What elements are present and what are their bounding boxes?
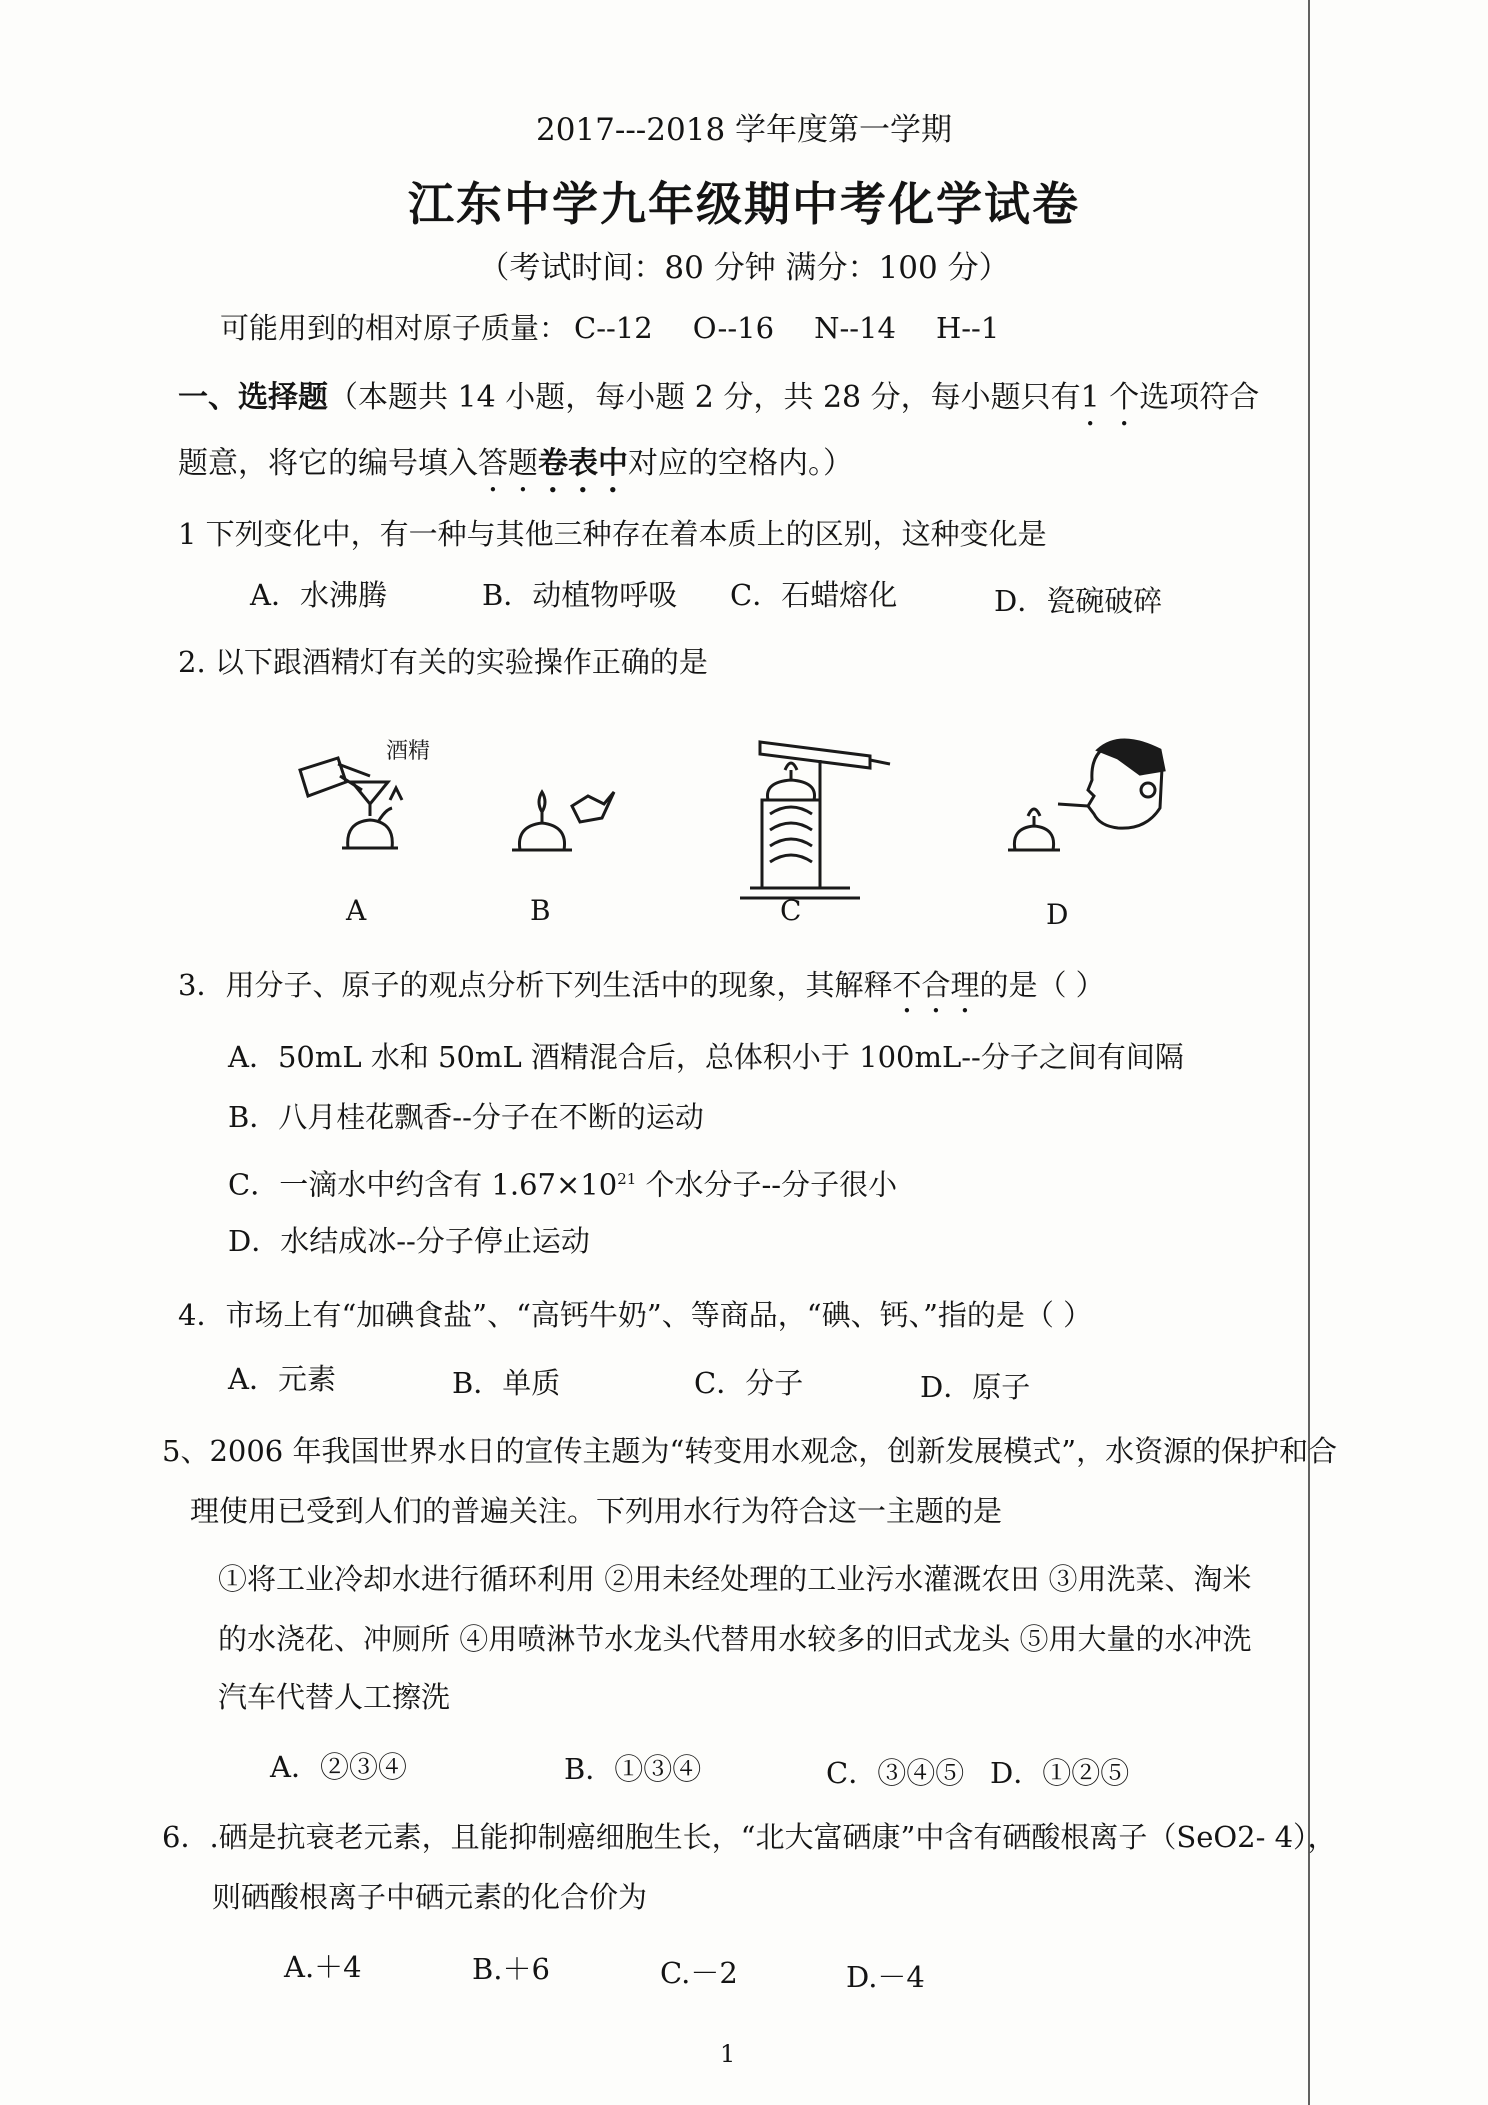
section-instructions: 选项符合 <box>1139 380 1260 415</box>
section-instructions: 对应的空格内。） <box>628 446 853 481</box>
question-4-stem: 4．市场上有“加碘食盐”、“高钙牛奶”、等商品，“碘、钙、”指的是（ ） <box>178 1298 1093 1332</box>
section-instructions: 题意，将它的编号填入 <box>178 446 478 481</box>
question-option: D.－4 <box>846 1960 925 1994</box>
exam-title: 江东中学九年级期中考化学试卷 <box>408 177 1080 231</box>
emphasis-text: 卷表中 <box>538 446 628 481</box>
section-heading-line2 <box>178 438 853 499</box>
figure-label: D <box>1046 898 1069 931</box>
figure-label: C <box>780 894 802 927</box>
question-option: A．水沸腾 <box>250 578 387 612</box>
question-option: C．石蜡熔化 <box>730 578 898 612</box>
question-option-text: C．一滴水中约含有 1.67×10 <box>228 1167 618 1202</box>
question-option: A．元素 <box>228 1362 336 1396</box>
question-5-stem: 5、2006 年我国世界水日的宣传主题为“转变用水观念，创新发展模式”，水资源的保护和合 <box>162 1434 1338 1468</box>
question-option-text: 个水分子--分子很小 <box>636 1167 898 1202</box>
section-title: 一、选择题 <box>178 380 328 415</box>
section-instructions: （本题共 14 小题，每小题 2 分，共 28 分，每小题只有 <box>328 380 1081 415</box>
question-option: D．瓷碗破碎 <box>994 584 1163 618</box>
question-3-stem <box>178 968 1105 1020</box>
question-6-stem-line2: 则硒酸根离子中硒元素的化合价为 <box>212 1880 648 1914</box>
atomic-mass-label: 可能用到的相对原子质量： <box>220 311 569 345</box>
question-option: A．②③④ <box>270 1750 407 1784</box>
question-option: C．③④⑤ <box>826 1756 965 1790</box>
atomic-mass-item: N--14 <box>814 311 896 345</box>
question-option: B．动植物呼吸 <box>482 578 678 612</box>
page-number: 1 <box>720 2040 736 2068</box>
question-text: 的是（ ） <box>979 968 1105 1002</box>
atomic-mass-item: H--1 <box>935 311 1000 345</box>
atomic-mass-line <box>220 306 1039 347</box>
question-2-stem: 2. 以下跟酒精灯有关的实验操作正确的是 <box>178 645 708 679</box>
question-option: D．原子 <box>920 1370 1031 1404</box>
alcohol-lamp-figure <box>280 730 1180 930</box>
section-heading <box>178 372 1259 433</box>
question-option: A.＋4 <box>284 1950 362 1984</box>
figure-b-lighting-lamp <box>512 792 614 850</box>
figure-a-pouring-alcohol <box>300 758 402 848</box>
question-1-stem: 1 下列变化中，有一种与其他三种存在着本质上的区别，这种变化是 <box>178 517 1047 551</box>
question-5-item-line: 的水浇花、冲厕所 ④用喷淋节水龙头代替用水较多的旧式龙头 ⑤用大量的水冲洗 <box>218 1622 1252 1656</box>
emphasis-text: 答题 <box>478 446 538 481</box>
question-option: B．八月桂花飘香--分子在不断的运动 <box>228 1100 704 1134</box>
question-option: A．50mL 水和 50mL 酒精混合后，总体积小于 100mL--分子之间有间隔 <box>228 1040 1184 1074</box>
figure-label: B <box>530 894 551 927</box>
binding-margin-line <box>1308 0 1310 2105</box>
exam-info: （考试时间：80 分钟 满分：100 分） <box>478 250 1010 286</box>
question-5-item-line: ①将工业冷却水进行循环利用 ②用未经处理的工业污水灌溉农田 ③用洗菜、淘米 <box>218 1562 1252 1596</box>
figure-text-alcohol: 酒精 <box>386 739 431 764</box>
question-option <box>228 1162 897 1202</box>
question-option: B.＋6 <box>472 1952 550 1986</box>
question-5-item-line: 汽车代替人工擦洗 <box>218 1680 451 1714</box>
figure-c-heating-tube <box>740 742 890 898</box>
question-text: 3．用分子、原子的观点分析下列生活中的现象，其解释 <box>178 968 893 1002</box>
question-option: C．分子 <box>694 1366 804 1400</box>
question-option: C.－2 <box>660 1956 738 1990</box>
question-option: B．单质 <box>452 1366 561 1400</box>
emphasis-text: 不合理 <box>892 968 980 1002</box>
question-option: D．水结成冰--分子停止运动 <box>228 1224 590 1258</box>
question-6-stem: 6．.硒是抗衰老元素，且能抑制癌细胞生长，“北大富硒康”中含有硒酸根离子（SeO2- 4）， <box>162 1820 1337 1854</box>
superscript: 21 <box>617 1170 637 1188</box>
figure-label: A <box>346 894 367 927</box>
figure-d-blowing-lamp <box>1008 740 1164 850</box>
question-5-stem-line2: 理使用已受到人们的普遍关注。下列用水行为符合这一主题的是 <box>190 1494 1003 1528</box>
question-option: D．①②⑤ <box>990 1756 1130 1790</box>
question-option: B．①③④ <box>564 1752 702 1786</box>
emphasis-text: 1 个 <box>1080 380 1140 415</box>
atomic-mass-item: O--16 <box>692 311 775 345</box>
school-year: 2017---2018 学年度第一学期 <box>535 112 953 148</box>
atomic-mass-item: C--12 <box>574 311 653 345</box>
